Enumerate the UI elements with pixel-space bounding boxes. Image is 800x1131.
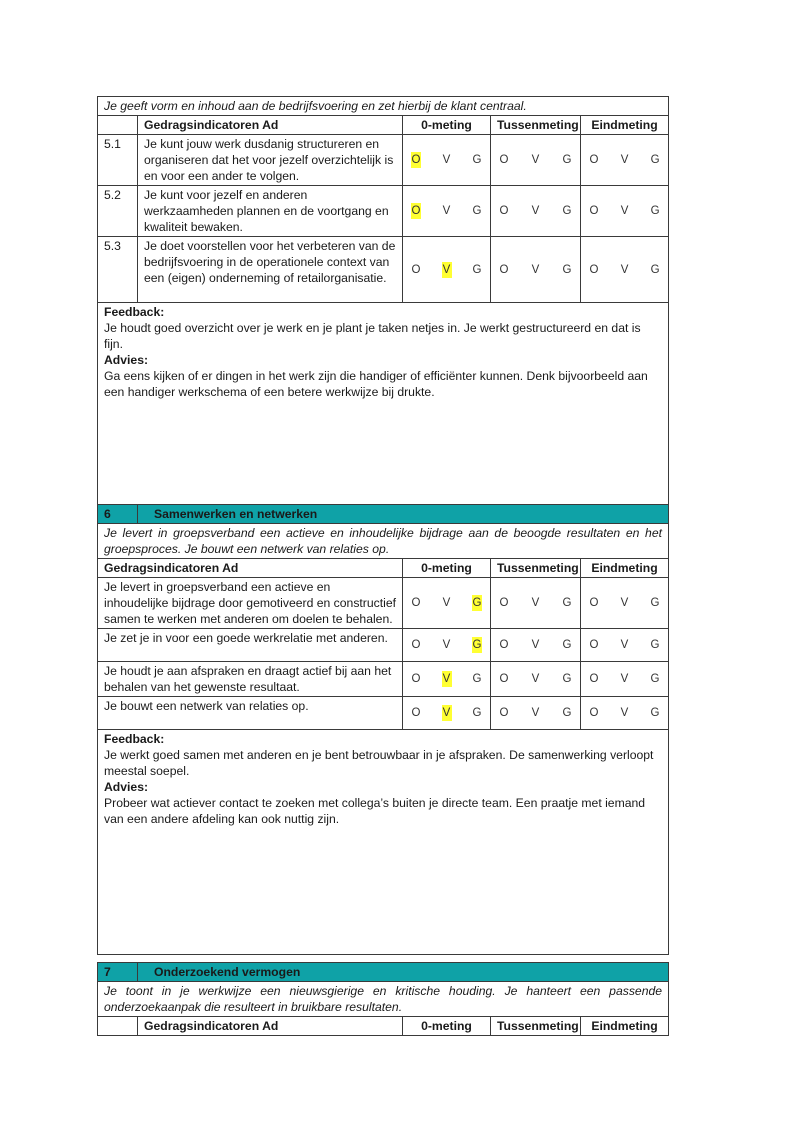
score-option-g: G <box>650 597 660 609</box>
section-title: Samenwerken en netwerken <box>138 505 669 524</box>
score-option-v: V <box>620 205 629 217</box>
m1-header: Tussenmeting <box>491 116 581 135</box>
score-tussenmeting <box>491 629 581 662</box>
score-option-o: O <box>499 263 509 276</box>
score-option-g: G <box>562 154 572 166</box>
score-option-v: V <box>620 263 629 276</box>
section-6-table <box>97 504 669 955</box>
score-option-g: G <box>650 205 660 217</box>
empty-header-cell <box>98 116 138 135</box>
empty-header-cell <box>98 1017 138 1036</box>
score-eindmeting <box>581 697 669 730</box>
score-eindmeting <box>581 578 669 629</box>
score-eindmeting <box>581 186 669 237</box>
score-0-meting <box>403 629 491 662</box>
score-eindmeting <box>581 237 669 303</box>
indicator-number: 5.3 <box>98 237 138 303</box>
score-option-v: V <box>442 154 451 166</box>
m2-header: Eindmeting <box>581 1017 669 1036</box>
score-tussenmeting <box>491 135 581 186</box>
score-option-v: V <box>620 707 629 719</box>
score-option-o: O <box>411 673 421 685</box>
section-5-table <box>97 96 669 513</box>
score-option-g: G <box>472 154 482 166</box>
score-eindmeting <box>581 662 669 697</box>
score-option-v: V <box>442 673 451 685</box>
score-option-g: G <box>562 205 572 217</box>
score-option-g: G <box>562 597 572 609</box>
indicator-number: 5.1 <box>98 135 138 186</box>
score-0-meting <box>403 578 491 629</box>
indicator-text: Je kunt jouw werk dusdanig structureren en organiseren dat het voor jezelf overzichtelijk is en voor een ander te volgen. <box>138 135 403 186</box>
section-number: 6 <box>98 505 138 524</box>
m0-header: 0-meting <box>403 559 491 578</box>
m2-header: Eindmeting <box>581 559 669 578</box>
score-option-g: G <box>650 263 660 276</box>
section-6-intro: Je levert in groepsverband een actieve en inhoudelijke bijdrage aan de beoogde resultaten en het groepsproces. Je bouwt een netwerk van relaties op. <box>98 524 669 559</box>
advice-text: Probeer wat actiever contact te zoeken met collega’s buiten je directe team. Een praatje met iemand van een andere afdeling kan ook nuttig zijn. <box>104 796 646 826</box>
score-option-o: O <box>411 639 421 651</box>
score-option-o: O <box>411 597 421 609</box>
score-tussenmeting <box>491 237 581 303</box>
score-option-v: V <box>442 707 451 719</box>
indicator-number: 5.2 <box>98 186 138 237</box>
indicator-row <box>98 697 669 730</box>
score-option-o: O <box>589 673 599 685</box>
score-option-v: V <box>442 263 451 276</box>
indicator-row <box>98 237 669 303</box>
score-tussenmeting <box>491 578 581 629</box>
score-tussenmeting <box>491 697 581 730</box>
indicator-text: Je doet voorstellen voor het verbeteren van de bedrijfsvoering in de operationele context van een (eigen) onderneming of retailorganisatie. <box>138 237 403 303</box>
score-option-o: O <box>589 263 599 276</box>
score-option-v: V <box>620 639 629 651</box>
score-option-v: V <box>531 154 540 166</box>
m2-header: Eindmeting <box>581 116 669 135</box>
score-eindmeting <box>581 135 669 186</box>
score-option-g: G <box>472 597 482 609</box>
indicator-row <box>98 629 669 662</box>
score-option-o: O <box>589 597 599 609</box>
score-option-g: G <box>650 673 660 685</box>
feedback-text: Je werkt goed samen met anderen en je bent betrouwbaar in je afspraken. De samenwerking verloopt meestal soepel. <box>104 748 654 778</box>
indicator-row <box>98 578 669 629</box>
score-option-o: O <box>589 205 599 217</box>
score-0-meting <box>403 135 491 186</box>
score-option-g: G <box>562 673 572 685</box>
section-title: Onderzoekend vermogen <box>138 963 669 982</box>
indicator-row <box>98 135 669 186</box>
score-option-g: G <box>562 707 572 719</box>
m0-header: 0-meting <box>403 1017 491 1036</box>
indicator-row <box>98 662 669 697</box>
score-option-g: G <box>472 673 482 685</box>
feedback-label: Feedback: <box>104 305 165 319</box>
score-option-o: O <box>499 597 509 609</box>
score-option-o: O <box>411 263 421 276</box>
score-option-g: G <box>562 639 572 651</box>
score-option-v: V <box>531 639 540 651</box>
score-option-v: V <box>531 707 540 719</box>
indicators-header: Gedragsindicatoren Ad <box>98 559 403 578</box>
feedback-cell <box>98 303 669 513</box>
score-option-v: V <box>531 263 540 276</box>
score-option-o: O <box>589 707 599 719</box>
m1-header: Tussenmeting <box>491 559 581 578</box>
indicator-row <box>98 186 669 237</box>
score-eindmeting <box>581 629 669 662</box>
score-option-o: O <box>499 707 509 719</box>
m0-header: 0-meting <box>403 116 491 135</box>
score-option-g: G <box>562 263 572 276</box>
score-option-o: O <box>411 205 421 217</box>
indicators-header: Gedragsindicatoren Ad <box>138 1017 403 1036</box>
score-option-g: G <box>472 639 482 651</box>
indicator-text: Je bouwt een netwerk van relaties op. <box>98 697 403 730</box>
score-option-g: G <box>472 263 482 276</box>
score-option-v: V <box>531 673 540 685</box>
indicator-text: Je houdt je aan afspraken en draagt actief bij aan het behalen van het gewenste resultaat. <box>98 662 403 697</box>
score-option-g: G <box>650 639 660 651</box>
indicator-text: Je kunt voor jezelf en anderen werkzaamheden plannen en de voortgang en kwaliteit bewaken. <box>138 186 403 237</box>
score-option-o: O <box>411 154 421 166</box>
score-option-v: V <box>620 673 629 685</box>
score-option-v: V <box>442 205 451 217</box>
advice-label: Advies: <box>104 353 149 367</box>
score-option-o: O <box>499 205 509 217</box>
score-option-o: O <box>411 707 421 719</box>
score-option-g: G <box>472 707 482 719</box>
score-option-g: G <box>472 205 482 217</box>
section-7-table <box>97 962 669 1036</box>
section-header <box>98 505 669 524</box>
m1-header: Tussenmeting <box>491 1017 581 1036</box>
section-number: 7 <box>98 963 138 982</box>
score-option-v: V <box>442 597 451 609</box>
section-5-intro: Je geeft vorm en inhoud aan de bedrijfsvoering en zet hierbij de klant centraal. <box>98 97 669 116</box>
score-option-g: G <box>650 707 660 719</box>
score-0-meting <box>403 697 491 730</box>
score-option-o: O <box>589 154 599 166</box>
advice-text: Ga eens kijken of er dingen in het werk zijn die handiger of efficiënter kunnen. Denk bijvoorbeeld aan een handiger werkschema of een betere werkwijze bij drukte. <box>104 369 648 399</box>
score-option-v: V <box>442 639 451 651</box>
score-option-o: O <box>499 639 509 651</box>
score-option-g: G <box>650 154 660 166</box>
feedback-text: Je houdt goed overzicht over je werk en je plant je taken netjes in. Je werkt gestructureerd en dat is fijn. <box>104 321 641 351</box>
score-option-v: V <box>531 205 540 217</box>
score-option-v: V <box>620 597 629 609</box>
score-0-meting <box>403 237 491 303</box>
indicator-text: Je zet je in voor een goede werkrelatie met anderen. <box>98 629 403 662</box>
score-0-meting <box>403 186 491 237</box>
score-option-o: O <box>499 154 509 166</box>
score-tussenmeting <box>491 186 581 237</box>
score-0-meting <box>403 662 491 697</box>
section-header <box>98 963 669 982</box>
score-option-o: O <box>499 673 509 685</box>
advice-label: Advies: <box>104 780 149 794</box>
score-option-v: V <box>620 154 629 166</box>
score-option-v: V <box>531 597 540 609</box>
indicator-text: Je levert in groepsverband een actieve en inhoudelijke bijdrage door gemotiveerd en constructief samen te werken met anderen om doelen te behalen. <box>98 578 403 629</box>
score-tussenmeting <box>491 662 581 697</box>
score-option-o: O <box>589 639 599 651</box>
feedback-cell <box>98 730 669 955</box>
section-7-intro: Je toont in je werkwijze een nieuwsgierige en kritische houding. Je hanteert een passende onderzoekaanpak die resulteert in bruikbare resultaten. <box>98 982 669 1017</box>
feedback-label: Feedback: <box>104 732 165 746</box>
indicators-header: Gedragsindicatoren Ad <box>138 116 403 135</box>
